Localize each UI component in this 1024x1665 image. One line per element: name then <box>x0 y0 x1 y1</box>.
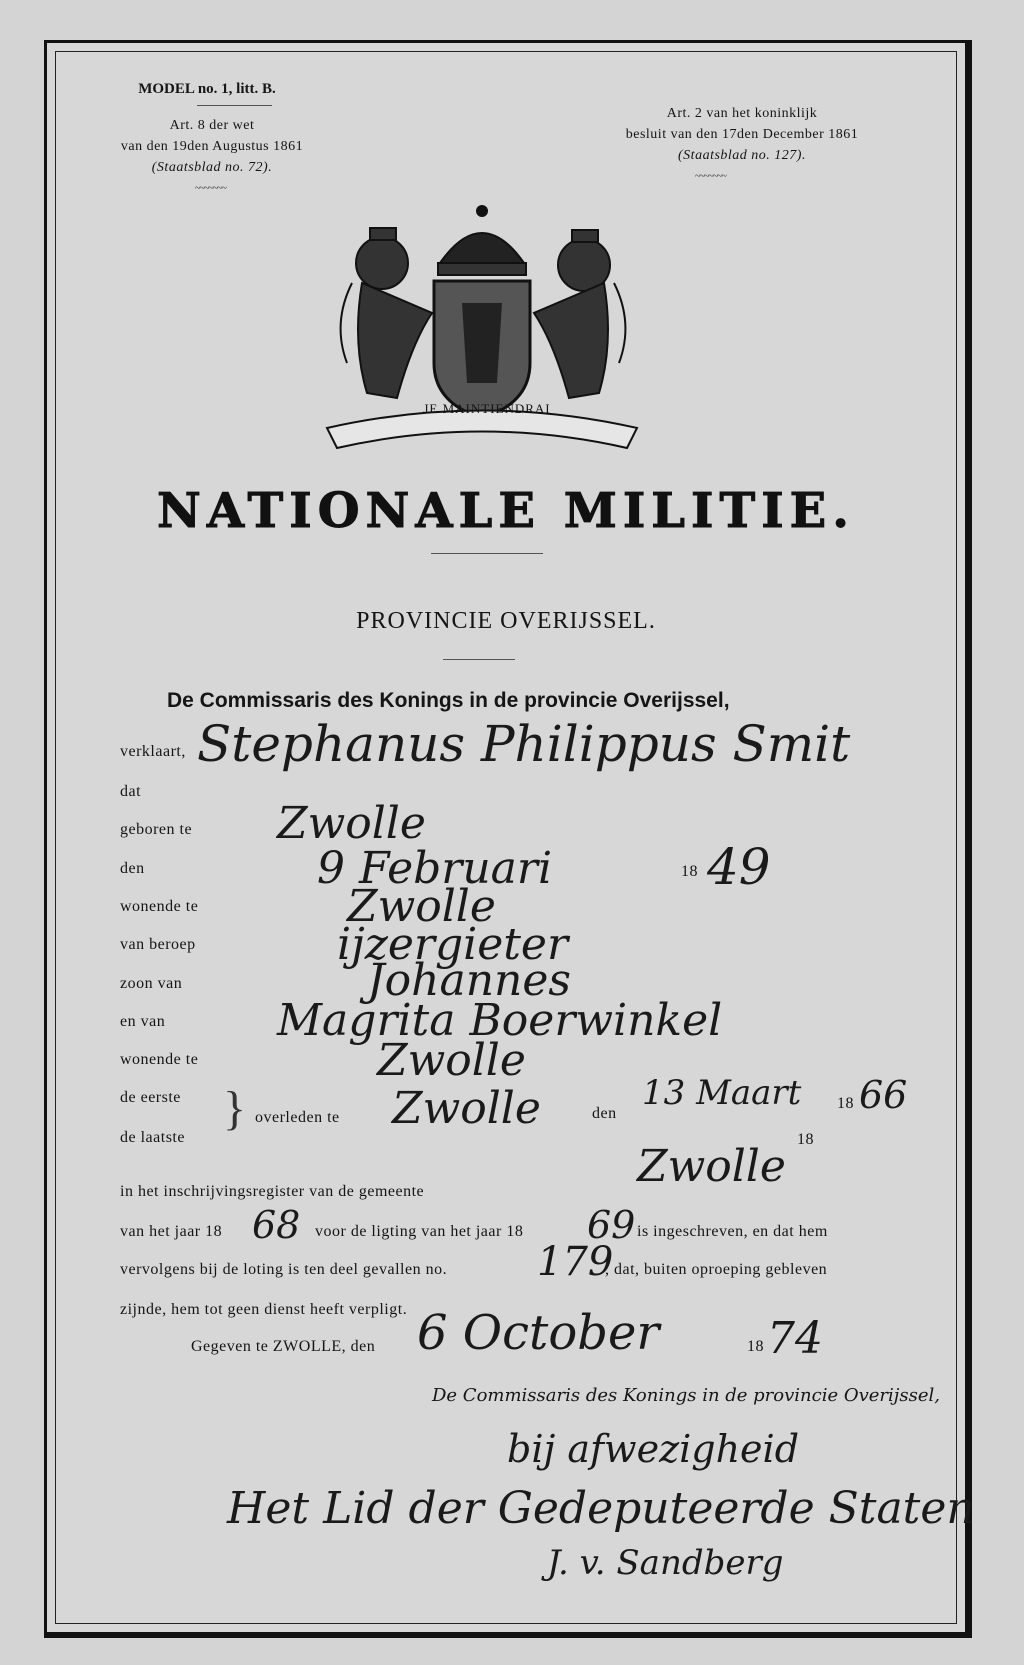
province-heading: PROVINCIE OVERIJSSEL. <box>356 608 656 634</box>
left-article-line: van den 19den Augustus 1861 <box>120 139 304 154</box>
hw-given-date: 6 October <box>417 1305 660 1361</box>
label-en-van: en van <box>120 1013 166 1030</box>
hw-birthdate: 9 Februari <box>317 843 553 894</box>
model-rule <box>197 105 272 106</box>
right-article-line: (Staatsblad no. 127). <box>678 148 806 163</box>
hw-year-ligting: 69 <box>587 1203 636 1247</box>
hw-residence: Zwolle <box>347 881 496 932</box>
hw-mother: Magrita Boerwinkel <box>277 995 723 1046</box>
hw-lot-number: 179 <box>537 1239 614 1285</box>
hw-given-year: 74 <box>767 1313 823 1364</box>
hw-signature-line-2: Het Lid der Gedeputeerde Staten <box>227 1483 975 1534</box>
label-year-death-1: 18 <box>837 1095 854 1112</box>
document-title: NATIONALE MILITIE. <box>157 483 855 539</box>
label-den: den <box>120 860 145 877</box>
title-rule <box>431 553 543 554</box>
province-rule <box>443 659 515 660</box>
text-gegeven: Gegeven te ZWOLLE, den <box>191 1338 376 1355</box>
crown-icon <box>438 206 526 275</box>
label-overleden: overleden te <box>255 1109 340 1126</box>
text-ingeschreven: is ingeschreven, en dat hem <box>637 1223 828 1240</box>
label-laatste: de laatste <box>120 1129 185 1146</box>
hw-register-place: Zwolle <box>637 1141 786 1192</box>
lion-supporter-right-icon <box>534 230 625 398</box>
label-wonende: wonende te <box>120 898 199 915</box>
right-article-line: besluit van den 17den December 1861 <box>625 127 859 142</box>
hw-year-register: 68 <box>252 1203 301 1247</box>
brace: } <box>223 1082 247 1135</box>
left-article <box>87 115 337 178</box>
label-year-birth: 18 <box>681 863 698 880</box>
label-eerste: de eerste <box>120 1089 181 1106</box>
label-geboren: geboren te <box>120 821 193 838</box>
left-squiggle: ~~~~~~~ <box>195 183 226 194</box>
document-frame <box>44 40 975 1638</box>
rampant-lion-icon <box>462 303 502 383</box>
label-beroep: van beroep <box>120 936 196 953</box>
hw-parents-residence: Zwolle <box>377 1035 526 1086</box>
signature-title: De Commissaris des Konings in de provincie Overijssel, <box>432 1385 940 1406</box>
text-oproeping: , dat, buiten oproeping gebleven <box>605 1261 828 1278</box>
label-den-death: den <box>592 1105 617 1122</box>
text-given-18: 18 <box>747 1338 764 1355</box>
hw-signature-line-1: bij afwezigheid <box>507 1427 800 1471</box>
label-year-death-2: 18 <box>797 1131 814 1148</box>
text-loting: vervolgens bij de loting is ten deel gevallen no. <box>120 1261 448 1278</box>
label-verklaart: verklaart, <box>120 743 186 760</box>
label-dat: dat <box>120 783 142 800</box>
hw-occupation: ijzergieter <box>337 919 568 970</box>
lion-supporter-left-icon <box>341 228 432 398</box>
right-squiggle: ~~~~~~~ <box>695 171 726 182</box>
hw-name: Stephanus Philippus Smit <box>197 715 851 773</box>
text-year-register: van het jaar 18 <box>120 1223 223 1240</box>
hw-father: Johannes <box>367 955 571 1006</box>
hw-death-place: Zwolle <box>392 1083 541 1134</box>
label-zoon: zoon van <box>120 975 183 992</box>
model-number: MODEL no. 1, litt. B. <box>138 81 276 97</box>
hw-birthyear: 49 <box>707 838 771 896</box>
text-ligting: voor de ligting van het jaar 18 <box>315 1223 524 1240</box>
left-article-line: Art. 8 der wet <box>169 118 255 133</box>
hw-signature-name: J. v. Sandberg <box>547 1543 784 1583</box>
left-article-line: (Staatsblad no. 72). <box>151 160 273 175</box>
right-article-line: Art. 2 van het koninklijk <box>666 106 818 121</box>
text-register-line: in het inschrijvingsregister van de gemeente <box>120 1183 425 1200</box>
text-verpligt: zijnde, hem tot geen dienst heeft verpligt. <box>120 1301 408 1318</box>
hw-birthplace: Zwolle <box>277 798 426 849</box>
label-wonende-2: wonende te <box>120 1051 199 1068</box>
motto-text: JE MAINTIENDRAI <box>423 401 551 416</box>
commissaris-heading: De Commissaris des Konings in de provincie Overijssel, <box>167 689 730 712</box>
hw-death-date: 13 Maart <box>642 1073 802 1113</box>
hw-death-year: 66 <box>859 1073 908 1117</box>
right-article <box>587 103 897 166</box>
